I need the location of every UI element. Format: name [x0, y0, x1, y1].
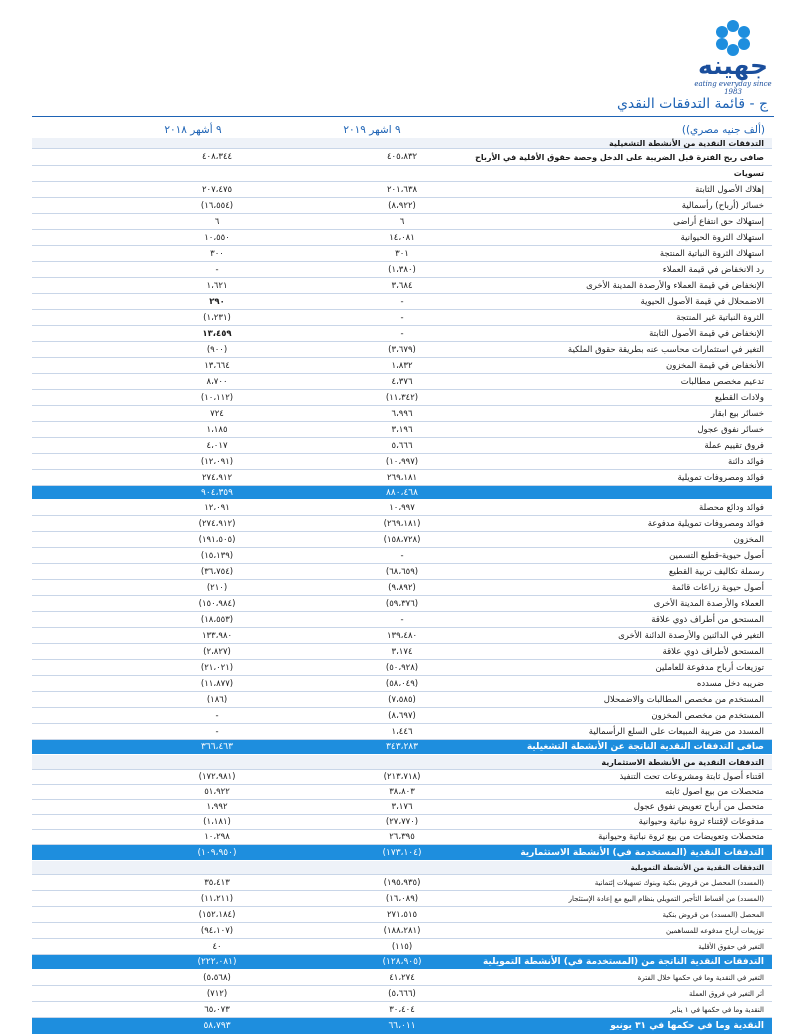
table-row: [32, 724, 772, 740]
row-label: (المسدد) المحصل من قروض بنكية وبنوك تسهيلات إئتمانية: [594, 878, 764, 887]
value-2019: [342, 138, 462, 148]
value-2018: ٢٠٧،٤٧٥: [201, 184, 233, 195]
row-label: النقدية وما في حكمها في ١ يناير: [670, 1005, 764, 1014]
row-label: استهلاك الثروة النباتية المنتجة: [659, 248, 764, 259]
row-label: فوائد ومصروفات تمويلية مدفوعة: [647, 518, 764, 529]
value-2018: ٢٧٤،٩١٢: [201, 472, 233, 483]
table-row: [32, 830, 772, 845]
value-2018: (٢،٨٢٧): [203, 646, 231, 657]
row-label: تسويات: [733, 169, 764, 178]
value-2019: ٦: [399, 216, 405, 227]
table-row: [32, 644, 772, 660]
value-2018: (١٢،٠٩١): [200, 456, 234, 467]
row-label: أثر التغير في فروق العملة: [689, 989, 764, 998]
row-label: خسائر (أرباح) رأسمالية: [681, 200, 764, 211]
table-row: [32, 470, 772, 486]
value-2018: -: [215, 726, 219, 737]
value-2018: (١٦،٥٥٤): [200, 200, 234, 211]
row-label: التغير في حقوق الأقلية: [698, 942, 764, 951]
row-label: مدفوعات لإقتناء ثروة نباتية وحيوانية: [638, 817, 764, 827]
value-2019: ١٣٩،٤٨٠: [386, 630, 418, 641]
value-2019: (١٦،٠٨٩): [385, 893, 419, 904]
value-2019: (١٢٨،٩٠٥): [382, 957, 422, 967]
value-2019: [342, 861, 462, 874]
table-row: [32, 342, 772, 358]
value-2018: (١٧٢،٩٨١): [198, 772, 236, 782]
value-2018: (١١،٢١١): [200, 893, 234, 904]
table-row: [32, 770, 772, 785]
value-2018: -: [215, 264, 219, 275]
row-label: ولادات القطيع: [714, 392, 764, 403]
value-2018: ١٢،٠٩١: [204, 502, 230, 513]
total-row: [32, 740, 772, 755]
column-header-2019: ٩ اشهر ٢٠١٩: [343, 124, 401, 136]
row-label: تدعيم مخصص مطالبات: [680, 376, 764, 387]
table-row: [32, 262, 772, 278]
value-2018: ١،١٨٥: [206, 424, 228, 435]
value-2019: ٢٦،٣٩٥: [389, 832, 415, 842]
row-label: فوائد ودائع محصلة: [699, 502, 764, 513]
table-row: [32, 612, 772, 628]
row-label: رسملة تكاليف تربية القطيع: [668, 566, 764, 577]
value-2019: (٥٨،٠٤٩): [385, 678, 419, 689]
value-2019: ٤١،٢٧٤: [389, 972, 415, 983]
value-2019: (٨،٦٩٧): [388, 710, 416, 721]
value-2019: ٤٠٥،٨٣٢: [386, 152, 418, 162]
section-header-row: [32, 138, 772, 149]
value-2019: (١٥٨،٧٢٨): [383, 534, 421, 545]
value-2019: ٣٠،٤٠٤: [389, 1004, 415, 1015]
total-row: [32, 845, 772, 861]
value-2018: (١٩١،٥٠٥): [198, 534, 236, 545]
value-2018: (١٨٦): [206, 694, 228, 705]
value-2019: ٣،١٧٤: [391, 646, 413, 657]
value-2018: ٤٠: [212, 941, 222, 952]
table-row: [32, 374, 772, 390]
value-2019: ٨٨٠،٤٦٨: [386, 487, 418, 498]
table-row: [32, 182, 772, 198]
row-label: المخزون: [733, 534, 764, 545]
value-2019: [342, 755, 462, 769]
value-2019: (٨،٩٢٢): [388, 200, 416, 211]
cash-flow-table: [32, 138, 772, 1035]
table-row: [32, 676, 772, 692]
row-label: التغير في استثمارات محاسب عنه بطريقة حقوق الملكية: [567, 344, 764, 355]
value-2018: (٢١،٠٢١): [200, 662, 234, 673]
value-2019: (٥٩،٣٧٦): [385, 598, 419, 609]
value-2018: ٤،٠١٧: [206, 440, 228, 451]
row-label: الأنخفاض في قيمة المخزون: [666, 360, 764, 371]
table-row: [32, 907, 772, 923]
row-label: التدفقات النقدية الناتجة من (المستخدمة في) الأنشطة التمويلية: [482, 957, 764, 967]
value-2018: ٥٨،٧٩٣: [203, 1021, 231, 1031]
value-2019: -: [400, 328, 404, 339]
row-label: استهلاك الثروة الحيوانية: [680, 232, 764, 243]
table-row: [32, 390, 772, 406]
row-label: ضريبه دخل مسدده: [696, 678, 764, 689]
table-row: [32, 438, 772, 454]
row-label: متحصلات من بيع اصول ثابته: [665, 787, 764, 797]
value-2019: (٢٧،٧٧٠): [385, 817, 419, 827]
value-2018: [162, 138, 272, 148]
value-2019: ١،٨٣٢: [391, 360, 413, 371]
row-label: توزيعات أرباح مدفوعه للمساهمين: [666, 926, 764, 935]
value-2019: (٥٠،٩٢٨): [385, 662, 419, 673]
table-row: [32, 596, 772, 612]
value-2018: (٩٤،١٠٧): [200, 925, 234, 936]
table-row: [32, 564, 772, 580]
value-2019: ٣٤٣،٢٨٣: [386, 742, 418, 752]
value-2018: [162, 861, 272, 874]
value-2018: (١،١٨١): [203, 817, 231, 827]
value-2018: ٨،٧٠٠: [206, 376, 228, 387]
table-row: [32, 278, 772, 294]
value-2019: ٦،٩٩٦: [391, 408, 413, 419]
row-label: التدفقات النقدية من الأنشطة التشغيلية: [608, 138, 764, 148]
value-2019: ٢٦٩،١٨١: [386, 472, 418, 483]
value-2018: ٦٥،٠٧٣: [204, 1004, 230, 1015]
logo-tagline: eating everyday since 1983: [694, 80, 772, 96]
table-row: [32, 660, 772, 676]
value-2019: (٣،٦٧٩): [388, 344, 416, 355]
column-header-2018: ٩ أشهر ٢٠١٨: [164, 124, 222, 136]
value-2018: (٩٠٠): [206, 344, 228, 355]
row-label: النقدية وما في حكمها في ٣١ يونيو: [610, 1021, 764, 1031]
value-2018: ٣٥،٤١٣: [204, 877, 230, 888]
value-2019: ٣٨،٨٠٣: [389, 787, 415, 797]
table-row: [32, 326, 772, 342]
value-2018: (١٥،١٣٩): [200, 550, 234, 561]
value-2019: (١،٣٨٠): [388, 264, 416, 275]
value-2018: (١٨،٥٥٣): [200, 614, 234, 625]
value-2018: (١٠٩،٩٥٠): [197, 847, 237, 858]
value-2019: (١١،٣٤٢): [385, 392, 419, 403]
row-label: رد الانخفاض في قيمة العملاء: [662, 264, 764, 275]
row-label: صافى ربح الفترة قبل الضريبة على الدخل وحصة حقوق الأقلية في الأرباح: [475, 152, 764, 162]
row-label: متحصلات وتعويضات من بيع ثروة نباتية وحيوانية: [598, 832, 764, 842]
value-2018: (٥،٥٦٨): [203, 972, 231, 983]
table-row: [32, 815, 772, 830]
title-divider: [32, 116, 774, 117]
row-label: المستخدم من مخصص المطالبات والاضمحلال: [603, 694, 764, 705]
value-2019: ٣٠١: [395, 248, 409, 259]
value-2018: ١٣٣،٩٨٠: [201, 630, 233, 641]
table-row: [32, 532, 772, 548]
table-row: [32, 214, 772, 230]
row-label: الثروة النباتية غير المنتجة: [676, 312, 764, 323]
value-2018: ١٠،٢٩٨: [204, 832, 230, 842]
row-label: العملاء والأرصدة المدينة الأخرى: [653, 598, 764, 609]
value-2019: (٢١٣،٧١٨): [383, 772, 421, 782]
value-2019: ٢٠١،٦٣٨: [386, 184, 418, 195]
value-2019: (١٩٥،٩٣٥): [383, 877, 421, 888]
value-2018: -: [215, 710, 219, 721]
value-2018: ٥١،٩٢٢: [204, 787, 230, 797]
logo-wordmark: جهينه: [697, 51, 769, 80]
table-row: [32, 149, 772, 166]
table-row: [32, 230, 772, 246]
table-row: [32, 516, 772, 532]
unit-label: (ألف جنيه مصري)): [681, 124, 765, 136]
value-2019: [342, 166, 462, 181]
table-row: [32, 500, 772, 516]
value-2018: ٤٠٨،٣٤٤: [201, 152, 233, 162]
row-label: المحصل (المسدد) من قروض بنكية: [662, 910, 764, 919]
value-2019: ١٠،٩٩٧: [389, 502, 415, 513]
value-2019: ٢٧١،٥١٥: [386, 909, 418, 920]
row-label: التغير في الدائنين والأرصدة الدائنة الأخرى: [618, 630, 764, 641]
row-label: اقتناء أصول ثابتة ومشروعات تحت التنفيذ: [619, 772, 764, 782]
table-row: [32, 692, 772, 708]
row-label: خسائر نفوق عجول: [697, 424, 764, 435]
value-2018: ٩٠٤،٣٥٩: [201, 487, 233, 498]
value-2018: (٧١٢): [206, 988, 228, 999]
value-2018: ٣٠٠: [210, 248, 224, 259]
row-label: إستهلاك حق انتفاع أراضى: [673, 216, 764, 227]
value-2019: ٥،٦٦٦: [391, 440, 413, 451]
row-label: التدفقات النقدية (المستخدمة في) الأنشطة الاستثمارية: [520, 847, 764, 858]
row-label: صافى التدفقات النقدية الناتجة عن الأنشطة التشغيلية: [526, 742, 764, 752]
row-label: الإنخفاض في قيمة العملاء والأرصدة المدينة الأخرى: [586, 280, 764, 291]
row-label: فوائد ومصروفات تمويلية: [677, 472, 764, 483]
row-label: المستحق لأطراف ذوي علاقة: [662, 646, 764, 657]
total-row: [32, 1018, 772, 1035]
value-2018: ٧٢٤: [210, 408, 224, 419]
row-label: المستخدم من مخصص المخزون: [651, 710, 764, 721]
value-2018: (١،٢٣١): [203, 312, 231, 323]
table-row: [32, 939, 772, 955]
value-2019: -: [400, 312, 404, 323]
value-2018: ٣٦٦،٤٦٣: [201, 742, 233, 752]
total-row: [32, 486, 772, 500]
table-row: [32, 785, 772, 800]
value-2019: (١٨٨،٢٨١): [383, 925, 421, 936]
row-label: فوائد دائنة: [728, 456, 764, 467]
total-row: [32, 955, 772, 970]
table-row: [32, 310, 772, 326]
row-label: المستحق من أطراف ذوي علاقة: [651, 614, 764, 625]
value-2018: [162, 166, 272, 181]
table-row: [32, 294, 772, 310]
table-row: [32, 986, 772, 1002]
row-label: التدفقات النقدية من الأنشطة التمويلية: [630, 863, 764, 872]
table-row: [32, 891, 772, 907]
row-label: الاضمحلال في قيمة الأصول الحيوية: [640, 296, 764, 307]
table-row: [32, 923, 772, 939]
row-label: متحصل من أرباح تعويض نفوق عجول: [633, 802, 764, 812]
value-2018: ٢٩٠: [209, 296, 225, 307]
value-2019: (٥،٦٦٦): [388, 988, 416, 999]
value-2019: (١٠،٩٩٧): [385, 456, 419, 467]
row-label: فروق تقييم عملة: [704, 440, 764, 451]
row-label: التغير في النقدية وما في حكمها خلال الفترة: [637, 973, 764, 982]
table-row: [32, 708, 772, 724]
table-row: [32, 628, 772, 644]
table-row: [32, 454, 772, 470]
row-label: توزيعات أرباح مدفوعة للعاملين: [655, 662, 764, 673]
value-2019: ١،٤٤٦: [391, 726, 413, 737]
value-2018: ١،٩٩٢: [206, 802, 228, 812]
value-2019: (٩،٨٩٢): [388, 582, 416, 593]
value-2018: ٦: [214, 216, 220, 227]
table-row: [32, 198, 772, 214]
value-2019: ١٤،٠٨١: [389, 232, 415, 243]
value-2018: (٢٧٤،٩١٢): [198, 518, 236, 529]
page-title: ج - قائمة التدفقات النقدي: [616, 96, 768, 112]
section-header-row: [32, 755, 772, 770]
table-row: [32, 422, 772, 438]
row-label: أصول حيوية-قطيع التسمين: [669, 550, 764, 561]
value-2018: ١٣،٦٦٤: [204, 360, 230, 371]
table-row: [32, 1002, 772, 1018]
value-2019: ٦٦،٠١١: [388, 1021, 416, 1031]
table-row: [32, 358, 772, 374]
value-2019: (٢٦٩،١٨١): [383, 518, 421, 529]
table-row: [32, 406, 772, 422]
value-2018: ١٠،٥٥٠: [204, 232, 230, 243]
value-2019: ٤،٣٧٦: [391, 376, 413, 387]
value-2018: ١،٦٢١: [206, 280, 228, 291]
value-2018: [162, 755, 272, 769]
row-label: خسائر بيع ابقار: [710, 408, 764, 419]
table-row: [32, 875, 772, 891]
table-row: [32, 800, 772, 815]
value-2018: (١٥٠،٩٨٤): [198, 598, 236, 609]
table-row: [32, 246, 772, 262]
table-row: [32, 970, 772, 986]
row-label: الإنخفاض في قيمة الأصول الثابتة: [649, 328, 764, 339]
value-2019: -: [400, 614, 404, 625]
value-2019: (٦٨،٦٥٩): [385, 566, 419, 577]
value-2019: ٣،١٩٦: [391, 424, 413, 435]
row-label: (المسدد) من أقساط التأجير التمويلي بنظام البيع مع إعادة الإستئجار: [568, 894, 764, 903]
table-row: [32, 580, 772, 596]
value-2018: (٣٦،٧٥٤): [200, 566, 234, 577]
value-2019: (١١٥): [391, 941, 413, 952]
row-label: التدفقات النقدية من الأنشطة الاستثمارية: [601, 757, 764, 767]
value-2019: (٧،٥٨٥): [388, 694, 416, 705]
value-2018: ١٣،٤٥٩: [202, 328, 232, 339]
value-2018: (٢٢٢،٠٨١): [197, 957, 237, 967]
value-2019: (١٧٣،١٠٤): [382, 847, 422, 858]
value-2018: (١٠،١١٢): [200, 392, 234, 403]
row-label: المسدد من ضريبة المبيعات على السلع الرأسمالية: [588, 726, 764, 737]
value-2019: ٣،٦٨٤: [391, 280, 413, 291]
value-2019: ٣،١٧٦: [391, 802, 413, 812]
table-row: [32, 166, 772, 182]
value-2018: (١٥٢،١٨٤): [198, 909, 236, 920]
value-2018: (١١،٨٧٧): [200, 678, 234, 689]
row-label: إهلاك الأصول الثابتة: [695, 184, 764, 195]
section-header-row: [32, 861, 772, 875]
table-row: [32, 548, 772, 564]
value-2019: -: [400, 550, 404, 561]
row-label: أصول حيوية زراعات قائمة: [671, 582, 764, 593]
value-2019: -: [400, 296, 404, 307]
value-2018: (٢١٠): [206, 582, 228, 593]
